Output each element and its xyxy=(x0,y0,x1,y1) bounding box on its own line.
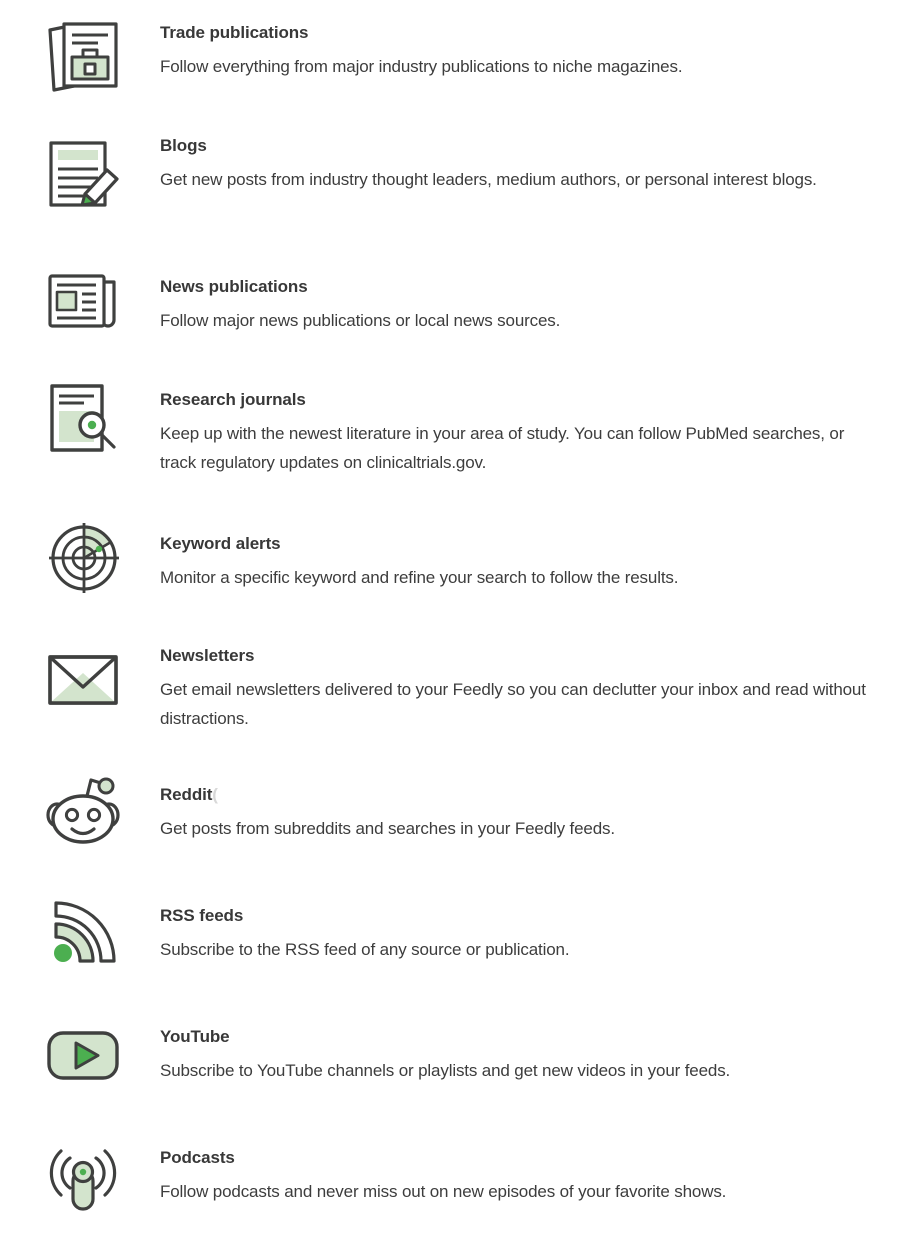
podcasts-icon-cell xyxy=(0,1125,160,1215)
keyword-alerts-radar-icon xyxy=(44,518,124,598)
news-publications-icon-cell xyxy=(0,254,160,342)
feed-type-item-trade-publications[interactable] xyxy=(0,0,920,113)
blogs-icon xyxy=(44,137,122,215)
research-journals-icon-cell xyxy=(0,367,160,458)
youtube-icon xyxy=(44,1016,122,1094)
item-title-label: Reddit xyxy=(160,785,213,804)
item-title: Newsletters xyxy=(160,646,255,665)
item-description: Follow everything from major industry publications to niche magazines. xyxy=(160,57,683,76)
podcasts-text xyxy=(160,1125,920,1206)
item-title: Research journals xyxy=(160,390,306,409)
keyword-alerts-text xyxy=(160,508,920,592)
reddit-icon xyxy=(44,774,122,852)
item-title: RSS feeds xyxy=(160,906,244,925)
youtube-text xyxy=(160,1004,920,1085)
item-title: News publications xyxy=(160,277,308,296)
feed-type-item-youtube[interactable] xyxy=(0,1004,920,1125)
reddit-icon-cell xyxy=(0,762,160,852)
newsletters-icon-cell xyxy=(0,621,160,721)
item-description: Follow podcasts and never miss out on new episodes of your favorite shows. xyxy=(160,1182,727,1201)
youtube-icon-cell xyxy=(0,1004,160,1094)
newsletters-envelope-icon xyxy=(44,643,122,721)
rss-feeds-icon xyxy=(44,895,122,973)
item-description: Keep up with the newest literature in your area of study. You can follow PubMed searches, or track regulatory updates on clinicaltrials.gov. xyxy=(160,424,845,472)
feed-type-item-keyword-alerts[interactable] xyxy=(0,508,920,621)
item-description: Monitor a specific keyword and refine your search to follow the results. xyxy=(160,568,679,587)
feed-type-item-rss-feeds[interactable] xyxy=(0,883,920,1004)
blogs-text xyxy=(160,113,920,194)
item-description: Subscribe to YouTube channels or playlists and get new videos in your feeds. xyxy=(160,1061,731,1080)
feed-type-item-newsletters[interactable] xyxy=(0,621,920,762)
feed-type-item-research-journals[interactable] xyxy=(0,367,920,508)
item-description: Follow major news publications or local news sources. xyxy=(160,311,561,330)
item-title: Podcasts xyxy=(160,1148,235,1167)
feed-type-item-news-publications[interactable] xyxy=(0,254,920,367)
item-title-extra: ( xyxy=(212,785,218,804)
news-publications-icon xyxy=(44,264,122,342)
item-title: Keyword alerts xyxy=(160,534,281,553)
feed-type-item-blogs[interactable] xyxy=(0,113,920,254)
feed-type-item-podcasts[interactable] xyxy=(0,1125,920,1238)
trade-publications-text xyxy=(160,0,920,81)
item-description: Get new posts from industry thought leaders, medium authors, or personal interest blogs. xyxy=(160,170,817,189)
blogs-icon-cell xyxy=(0,113,160,215)
newsletters-text xyxy=(160,621,920,733)
rss-feeds-text xyxy=(160,883,920,964)
item-description: Get posts from subreddits and searches in your Feedly feeds. xyxy=(160,819,615,838)
trade-publications-icon xyxy=(44,18,122,96)
research-journals-text xyxy=(160,367,920,477)
item-title: Trade publications xyxy=(160,23,309,42)
item-title xyxy=(160,784,880,806)
keyword-alerts-icon-cell xyxy=(0,508,160,598)
feed-type-item-reddit[interactable] xyxy=(0,762,920,883)
item-title: YouTube xyxy=(160,1027,230,1046)
news-publications-text xyxy=(160,254,920,335)
rss-feeds-icon-cell xyxy=(0,883,160,973)
trade-publications-icon-cell xyxy=(0,0,160,96)
reddit-text xyxy=(160,762,920,843)
item-description: Get email newsletters delivered to your Feedly so you can declutter your inbox and read without distractions. xyxy=(160,680,866,728)
podcasts-icon xyxy=(44,1137,122,1215)
item-title: Blogs xyxy=(160,136,207,155)
item-description: Subscribe to the RSS feed of any source or publication. xyxy=(160,940,570,959)
research-journals-icon xyxy=(44,380,122,458)
